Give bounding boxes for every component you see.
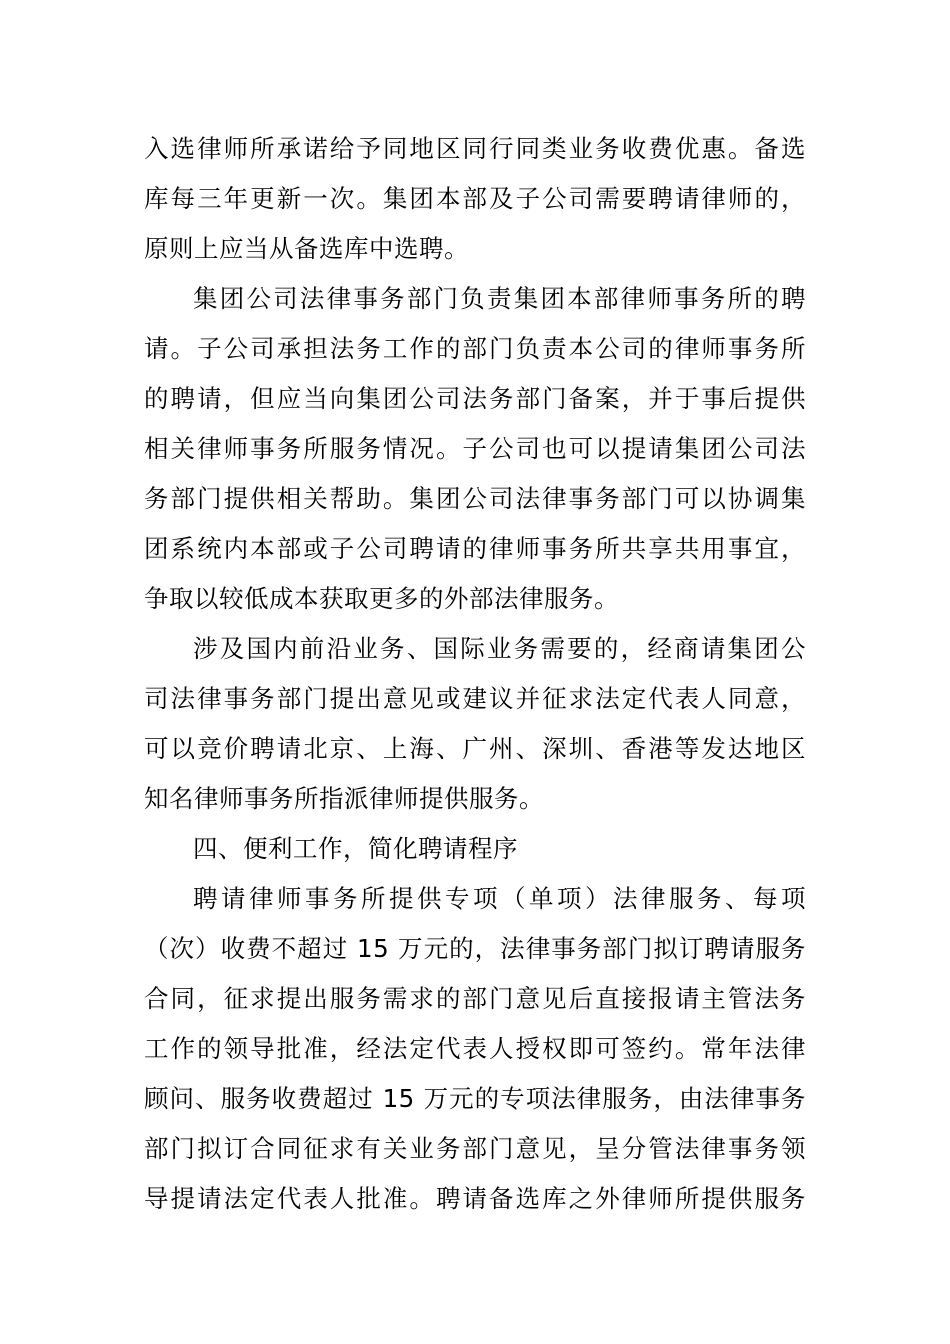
paragraph-line: 顾问、服务收费超过 15 万元的专项法律服务，由法律事务 bbox=[144, 1084, 806, 1113]
paragraph-line: 相关律师事务所服务情况。子公司也可以提请集团公司法 bbox=[144, 434, 806, 463]
paragraph-line: 知名律师事务所指派律师提供服务。 bbox=[144, 784, 544, 813]
paragraph-line: 团系统内本部或子公司聘请的律师事务所共享共用事宜， bbox=[144, 534, 806, 563]
paragraph-line: 司法律事务部门提出意见或建议并征求法定代表人同意， bbox=[144, 684, 806, 713]
paragraph-line: 聘请律师事务所提供专项（单项）法律服务、每项 bbox=[193, 884, 806, 913]
paragraph-2 bbox=[144, 274, 806, 624]
paragraph-line: 入选律师所承诺给予同地区同行同类业务收费优惠。备选 bbox=[144, 134, 806, 163]
paragraph-line: 合同，征求提出服务需求的部门意见后直接报请主管法务 bbox=[144, 984, 806, 1013]
paragraph-line: 部门拟订合同征求有关业务部门意见，呈分管法律事务领 bbox=[144, 1134, 806, 1163]
paragraph-line: 集团公司法律事务部门负责集团本部律师事务所的聘 bbox=[193, 284, 806, 313]
paragraph-line: 工作的领导批准，经法定代表人授权即可签约。常年法律 bbox=[144, 1034, 806, 1063]
paragraph-4 bbox=[144, 874, 806, 1224]
paragraph-line: 库每三年更新一次。集团本部及子公司需要聘请律师的， bbox=[144, 184, 806, 213]
paragraph-line: （次）收费不超过 15 万元的，法律事务部门拟订聘请服务 bbox=[144, 934, 806, 963]
paragraph-3 bbox=[144, 624, 806, 824]
paragraph-line: 的聘请，但应当向集团公司法务部门备案，并于事后提供 bbox=[144, 384, 806, 413]
paragraph-1 bbox=[144, 124, 806, 274]
paragraph-line: 涉及国内前沿业务、国际业务需要的，经商请集团公 bbox=[193, 634, 806, 663]
document-page bbox=[144, 124, 806, 1224]
paragraph-line: 请。子公司承担法务工作的部门负责本公司的律师事务所 bbox=[144, 334, 806, 363]
paragraph-line: 争取以较低成本获取更多的外部法律服务。 bbox=[144, 584, 619, 613]
paragraph-line: 导提请法定代表人批准。聘请备选库之外律师所提供服务 bbox=[144, 1184, 806, 1213]
section-heading: 四、便利工作，简化聘请程序 bbox=[193, 834, 518, 863]
paragraph-line: 务部门提供相关帮助。集团公司法律事务部门可以协调集 bbox=[144, 484, 806, 513]
paragraph-line: 原则上应当从备选库中选聘。 bbox=[144, 234, 469, 263]
paragraph-line: 可以竞价聘请北京、上海、广州、深圳、香港等发达地区 bbox=[144, 734, 806, 763]
